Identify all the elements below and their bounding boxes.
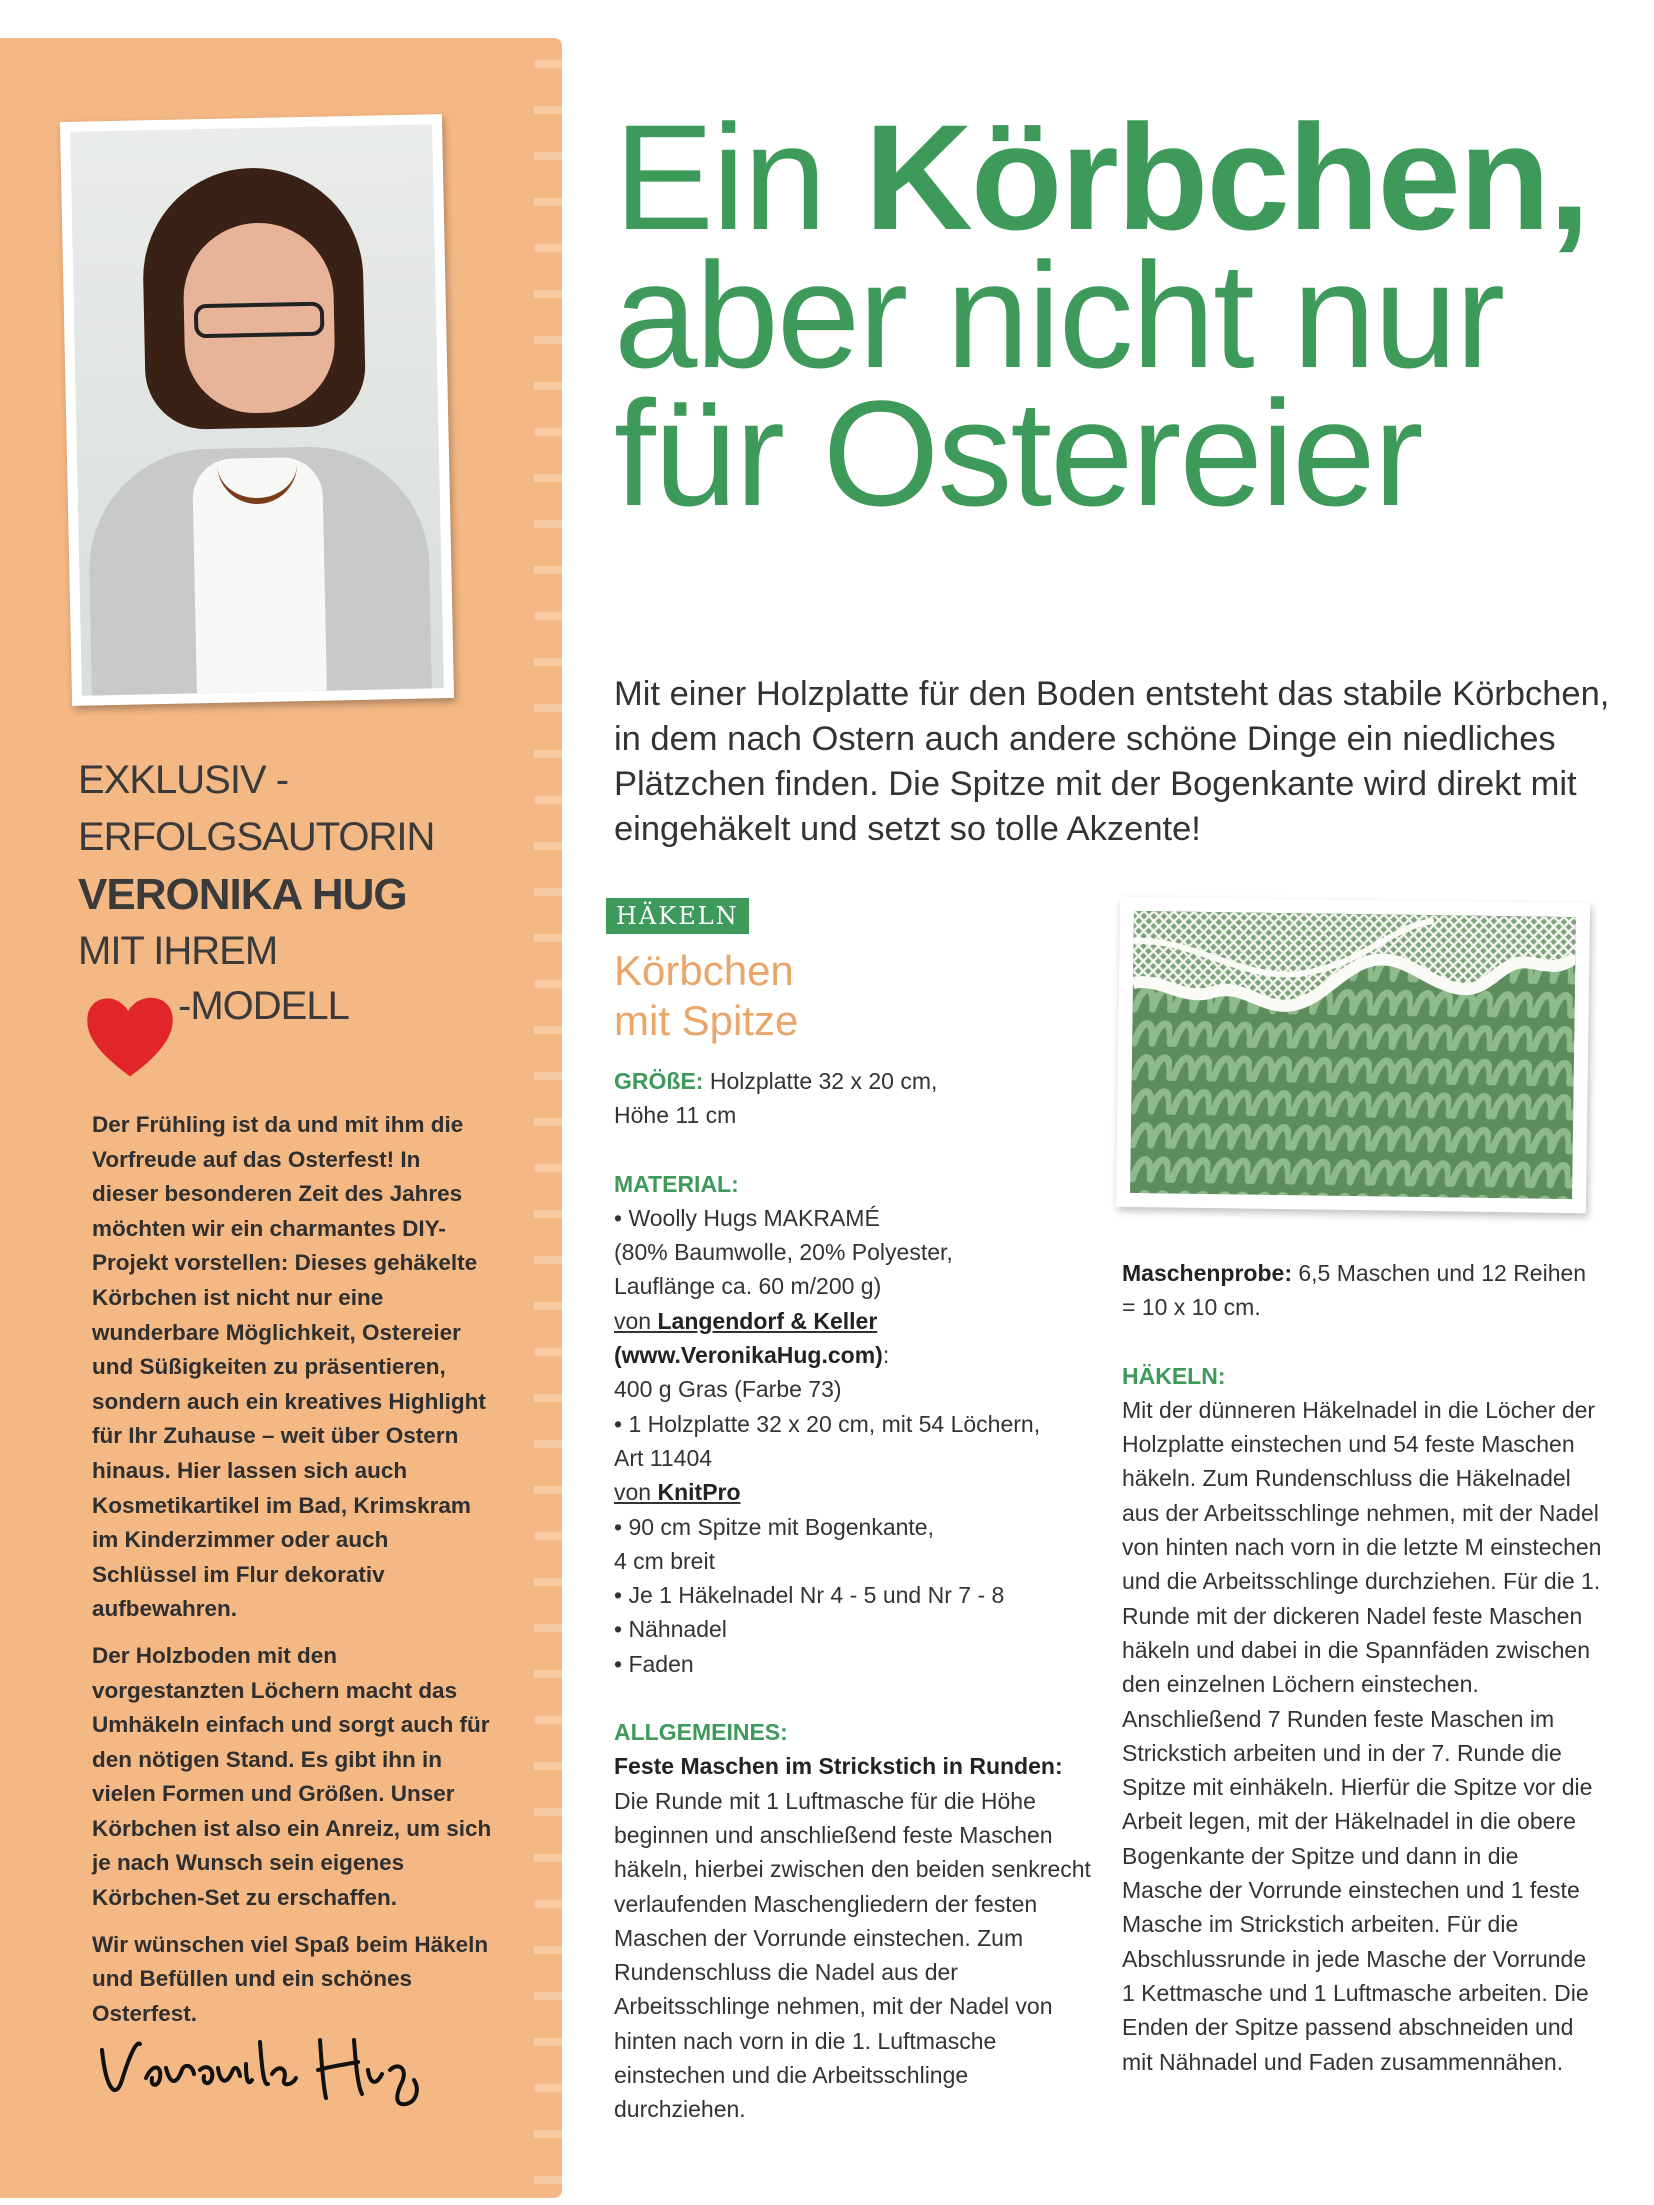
headline-line-1: EXKLUSIV - — [78, 758, 289, 802]
material-line: • Nähnadel — [614, 1616, 727, 1643]
crochet-detail-photo — [1116, 897, 1590, 1214]
material-von: von — [614, 1307, 652, 1334]
lead-paragraph: Mit einer Holzplatte für den Boden entsteht das stabile Körbchen, in dem nach Ostern auch andere schöne Dinge ein niedliches Plätzchen finden. Die Spitze mit der Bogenkante wird direkt mit eingehäkelt und setzt so tolle Akzente! — [614, 675, 1610, 848]
title-word-2: Körbchen, — [864, 93, 1589, 261]
page-title — [614, 93, 1644, 537]
brand-name: KnitPro — [657, 1479, 741, 1506]
headline-line-4: MIT IHREM — [78, 929, 278, 973]
instructions-column-1 — [614, 1064, 1094, 2127]
material-line: • 1 Holzplatte 32 x 20 cm, mit 54 Löchern, — [614, 1410, 1041, 1437]
size-text-2: Höhe 11 cm — [614, 1102, 737, 1129]
author-headline — [78, 752, 518, 1080]
brush-edge — [534, 38, 562, 2198]
subtitle-line-2: mit Spitze — [614, 997, 799, 1044]
author-intro — [92, 1108, 492, 2043]
title-word-1: Ein — [614, 93, 825, 261]
headline-line-5: -MODELL — [178, 984, 349, 1028]
material-line: • Woolly Hugs MAKRAMÉ — [614, 1204, 880, 1231]
intro-paragraph: Der Holzboden mit den vorgestanzten Löchern macht das Umhäkeln einfach und sorgt auch für den nötigen Stand. Es gibt ihn in vielen Formen und Größen. Unser Körbchen ist also ein Anreiz, um sich je nach Wunsch sein eigenes Körbchen-Set zu erschaffen. — [92, 1642, 492, 1911]
material-line: Lauflänge ca. 60 m/200 g) — [614, 1273, 882, 1300]
material-line: • 90 cm Spitze mit Bogenkante, — [614, 1513, 934, 1540]
material-line: 400 g Gras (Farbe 73) — [614, 1376, 842, 1403]
category-tag: HÄKELN — [606, 898, 749, 934]
material-line: • Faden — [614, 1650, 694, 1677]
general-text: Die Runde mit 1 Luftmasche für die Höhe beginnen und anschließend feste Maschen häkeln, hierbei zwischen den beiden senkrecht verlaufenden Maschengliedern der festen Maschen der Vorrunde einstechen. Zum Rundenschluss die Nadel aus der Arbeitsschlinge nehmen, mit der Nadel von hinten nach vorn in die 1. Luftmasche einstechen und die Arbeitsschlinge durchziehen. — [614, 1787, 1091, 2123]
brand-url: (www.VeronikaHug.com) — [614, 1342, 883, 1369]
headline-line-2: ERFOLGSAUTORIN — [78, 815, 435, 859]
general-subhead: Feste Maschen im Strickstich in Runden: — [614, 1753, 1063, 1780]
title-line-3: für Ostereier — [614, 369, 1422, 537]
general-label: ALLGEMEINES: — [614, 1719, 788, 1746]
material-line: (80% Baumwolle, 20% Polyester, — [614, 1239, 953, 1266]
crochet-label: HÄKELN: — [1122, 1362, 1226, 1389]
author-signature — [96, 2020, 456, 2110]
instructions-column-2 — [1122, 1256, 1602, 2079]
size-label: GRÖßE: — [614, 1068, 704, 1094]
author-name: VERONIKA HUG — [78, 870, 407, 919]
gauge-text: 6,5 Maschen und 12 Reihen = 10 x 10 cm. — [1122, 1260, 1587, 1321]
brand-name: Langendorf & Keller — [657, 1307, 878, 1334]
material-line: • Je 1 Häkelnadel Nr 4 - 5 und Nr 7 - 8 — [614, 1582, 1005, 1609]
material-line: 4 cm breit — [614, 1547, 715, 1574]
crochet-texture — [1130, 911, 1576, 1199]
author-photo — [60, 114, 454, 706]
size-text: Holzplatte 32 x 20 cm, — [709, 1068, 938, 1094]
material-line: Art 11404 — [614, 1444, 713, 1471]
material-von: von — [614, 1479, 652, 1506]
intro-paragraph: Der Frühling ist da und mit ihm die Vorfreude auf das Osterfest! In dieser besonderen Zeit des Jahres möchten wir ein charmantes DIY-Projekt vorstellen: Dieses gehäkelte Körbchen ist nicht nur eine wunderbare Möglichkeit, Ostereier und Süßigkeiten zu präsentieren, sondern auch ein kreatives Highlight für Ihr Zuhause – weit über Ostern hinaus. Hier lassen sich auch Kosmetikartikel im Bad, Krimskram im Kinderzimmer oder auch Schlüssel im Flur dekorativ aufbewahren. — [92, 1112, 486, 1622]
heart-icon — [82, 988, 178, 1084]
crochet-text: Mit der dünneren Häkelnadel in die Löcher der Holzplatte einstechen und 54 feste Maschen häkeln. Zum Rundenschluss die Häkelnadel aus der Arbeitsschlinge nehmen, mit der Nadel von hinten nach vorn in die letzte M einstechen und die Arbeitsschlinge durchziehen. Für die 1. Runde mit der dickeren Nadel feste Maschen häkeln und dabei in die Spannfäden zwischen den einzelnen Löchern einstechen. Anschließend 7 Runden feste Maschen im Strickstich arbeiten und in der 7. Runde die Spitze mit einhäkeln. Hierfür die Spitze vor die Arbeit legen, mit der Häkelnadel in die obere Bogenkante der Spitze und dann in die Masche der Vorrunde einstechen und 1 feste Masche im Strickstich arbeiten. Für die Abschlussrunde in jede Masche der Vorrunde 1 Kettmasche und 1 Luftmasche arbeiten. Die Enden der Spitze passend abschneiden und mit Nähnadel und Faden zusammennähen. — [1122, 1396, 1602, 2075]
intro-paragraph: Wir wünschen viel Spaß beim Häkeln und Befüllen und ein schönes Osterfest. — [92, 1931, 489, 2026]
subtitle-line-1: Körbchen — [614, 947, 794, 994]
title-line-2: aber nicht nur — [614, 231, 1504, 399]
gauge-label: Maschenprobe: — [1122, 1260, 1292, 1286]
colon: : — [882, 1342, 890, 1369]
project-subtitle — [614, 946, 1014, 1046]
material-label: MATERIAL: — [614, 1170, 739, 1197]
